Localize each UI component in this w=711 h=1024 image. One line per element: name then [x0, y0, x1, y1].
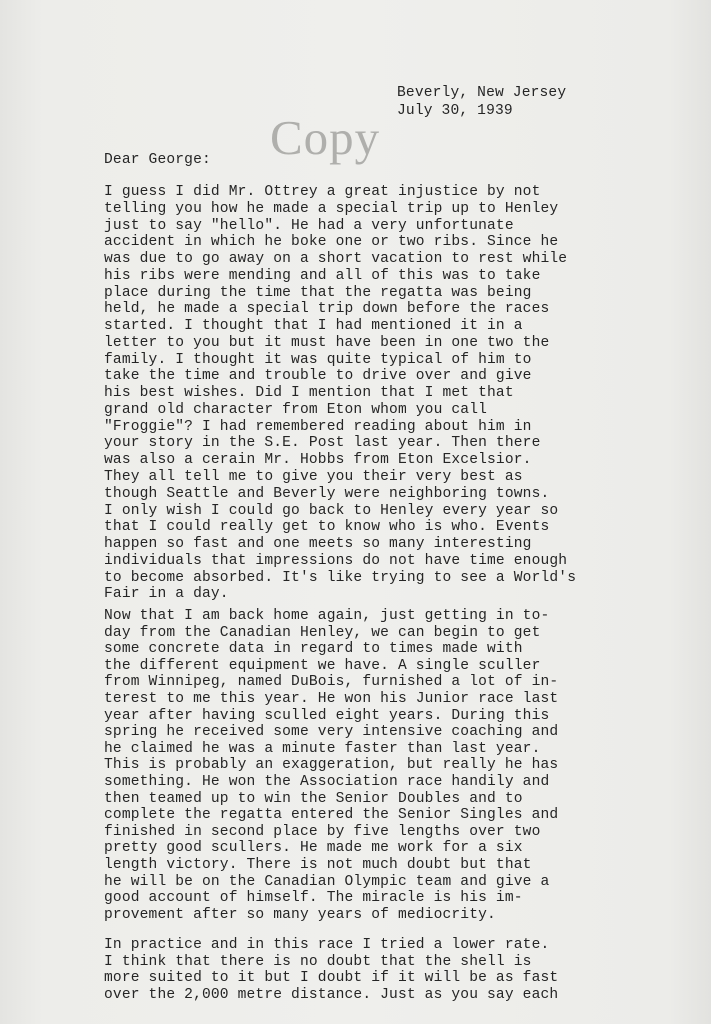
- copy-stamp: Copy: [270, 110, 381, 165]
- letter-place: Beverly, New Jersey: [397, 85, 567, 101]
- paragraph-1: I guess I did Mr. Ottrey a great injustice by not telling you how he made a special trip up to Henley just to say "hello". He had a very unfortunate accident in which he boke one or two ribs. Since he was due to go away on a short vacation to rest while his ribs were mending and all of this was to take place during the time that the regatta was being held, he made a special trip down before the races started. I thought that I had mentioned it in a letter to you but it must have been in one two the family. I thought it was quite typical of him to take the time and trouble to drive over and give his best wishes. Did I mention that I met that grand old character from Eton whom you call "Froggie"? I had remembered reading about him in your story in the S.E. Post last year. Then there was also a cerain Mr. Hobbs from Eton Excelsior. They all tell me to give you their very best as though Seattle and Beverly were neighboring towns. I only wish I could go back to Henley every year so that I could really get to know who is who. Events happen so fast and one meets so many interesting individuals that impressions do not have time enough to become absorbed. It's like trying to see a World's Fair in a day.: [104, 184, 577, 603]
- paragraph-2: Now that I am back home again, just getting in to- day from the Canadian Henley, we can begin to get some concrete data in regard to times made with the different equipment we have. A single sculler from Winnipeg, named DuBois, furnished a lot of in- terest to me this year. He won his Junior race last year after having sculled eight years. During this spring he received some very intensive coaching and he claimed he was a minute faster than last year. This is probably an exaggeration, but really he has something. He won the Association race handily and then teamed up to win the Senior Doubles and to complete the regatta entered the Senior Singles and finished in second place by five lengths over two pretty good scullers. He made me work for a six length victory. There is not much doubt but that he will be on the Canadian Olympic team and give a good account of himself. The miracle is his im- provement after so many years of mediocrity.: [104, 608, 559, 923]
- salutation: Dear George:: [104, 152, 211, 168]
- letter-date: July 30, 1939: [397, 103, 513, 119]
- letter-header: [397, 84, 566, 120]
- paragraph-3: In practice and in this race I tried a lower rate. I think that there is no doubt that the shell is more suited to it but I doubt if it will be as fast over the 2,000 metre distance. Just as you say each: [104, 937, 559, 1004]
